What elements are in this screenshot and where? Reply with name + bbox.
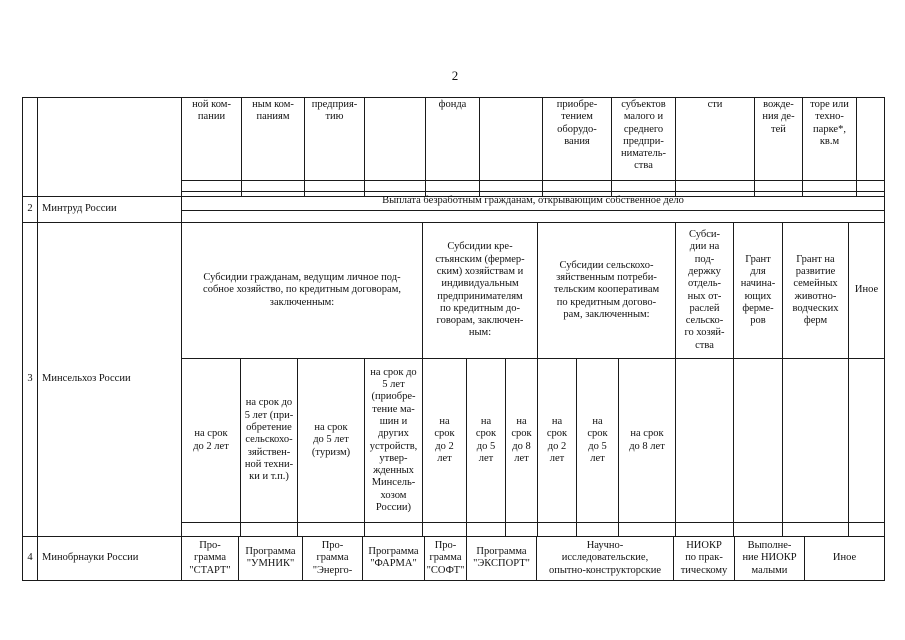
- term-cell: на срок до 8 лет: [629, 428, 665, 452]
- program-cell: Про- грамма "СТАРТ": [189, 540, 231, 576]
- program-cell: Выполне- ние НИОКР малыми: [742, 540, 797, 576]
- grant-new-farmers: Грант для начина- ющих ферме- ров: [740, 253, 776, 327]
- page-number: 2: [451, 68, 459, 83]
- row-number: 4: [27, 552, 33, 564]
- term-cell: на срок до 2 лет: [434, 415, 455, 464]
- header-cell: фонда: [438, 99, 467, 110]
- grant-family-farms: Грант на развитие семейных животно- водческих ферм: [792, 253, 839, 327]
- subsidy-group-lph: Субсидии гражданам, ведущим личное под- собное хозяйство, по кредитным договорам, заключенным:: [203, 272, 401, 308]
- header-cell: сти: [707, 99, 723, 110]
- program-cell: Про- грамма "Энерго-: [312, 540, 353, 576]
- term-cell: на срок до 5 лет: [587, 415, 608, 464]
- header-cell: вожде- ния де- тей: [762, 99, 795, 135]
- term-cell: на срок до 2 лет: [193, 428, 229, 452]
- subsidy-group-coop: Субсидии сельскохо- зяйственным потреби- тельским кооперативам по кредитным догово- рам, заключенным:: [553, 259, 660, 320]
- ministry-name: Минсельхоз России: [42, 373, 131, 385]
- program-cell: НИОКР по прак- тическому: [680, 540, 728, 576]
- row-number: 3: [27, 373, 33, 385]
- mintrud-measure: Выплата безработным гражданам, открывающим собственное дело: [382, 194, 684, 206]
- term-cell: на срок до 5 лет (при- обретение сельскохо- зяйствен- ной техни- ки и т.п.): [244, 397, 294, 483]
- term-cell: на срок до 5 лет (туризм): [311, 422, 351, 458]
- subsidy-group-kfh: Субсидии кре- стьянским (фермер- ским) хозяйствам и индивидуальным предпринимателям по кредитным до- говорам, заключен- ным:: [435, 241, 525, 339]
- row-number: 2: [27, 203, 33, 215]
- other-cell: Иное: [854, 284, 879, 296]
- term-cell: на срок до 2 лет: [546, 415, 568, 464]
- subsidy-branches: Субси- дии на под- держку отдель- ных от- раслей сельско- го хозяй- ства: [684, 229, 725, 351]
- header-cell: торе или техно- парке*, кв.м: [810, 99, 849, 147]
- header-cell: приобре- тением оборудо- вания: [556, 99, 598, 147]
- term-cell: на срок до 5 лет (приобре- тение ма- шин и других устройств, утвер- жденных Минсель- хозом России): [369, 366, 418, 513]
- term-cell: на срок до 8 лет: [511, 415, 532, 464]
- header-cell: субъектов малого и среднего предпри- ниматель- ства: [621, 99, 666, 172]
- ministry-name: Минтруд России: [42, 203, 117, 215]
- program-cell: Про- грамма "СОФТ": [426, 540, 465, 576]
- program-cell: Программа "ЭКСПОРТ": [473, 546, 530, 570]
- program-cell: Программа "ФАРМА": [368, 546, 419, 570]
- header-cell: предприя- тию: [311, 99, 358, 123]
- program-cell: Иное: [832, 552, 857, 564]
- header-cell: ным ком- паниям: [252, 99, 294, 123]
- program-cell: Научно- исследовательские, опытно-конструкторские: [548, 540, 661, 576]
- ministry-name: Минобрнауки России: [42, 552, 139, 564]
- term-cell: на срок до 5 лет: [475, 415, 497, 464]
- program-cell: Программа "УМНИК": [245, 546, 296, 570]
- header-cell: ной ком- пании: [192, 99, 231, 123]
